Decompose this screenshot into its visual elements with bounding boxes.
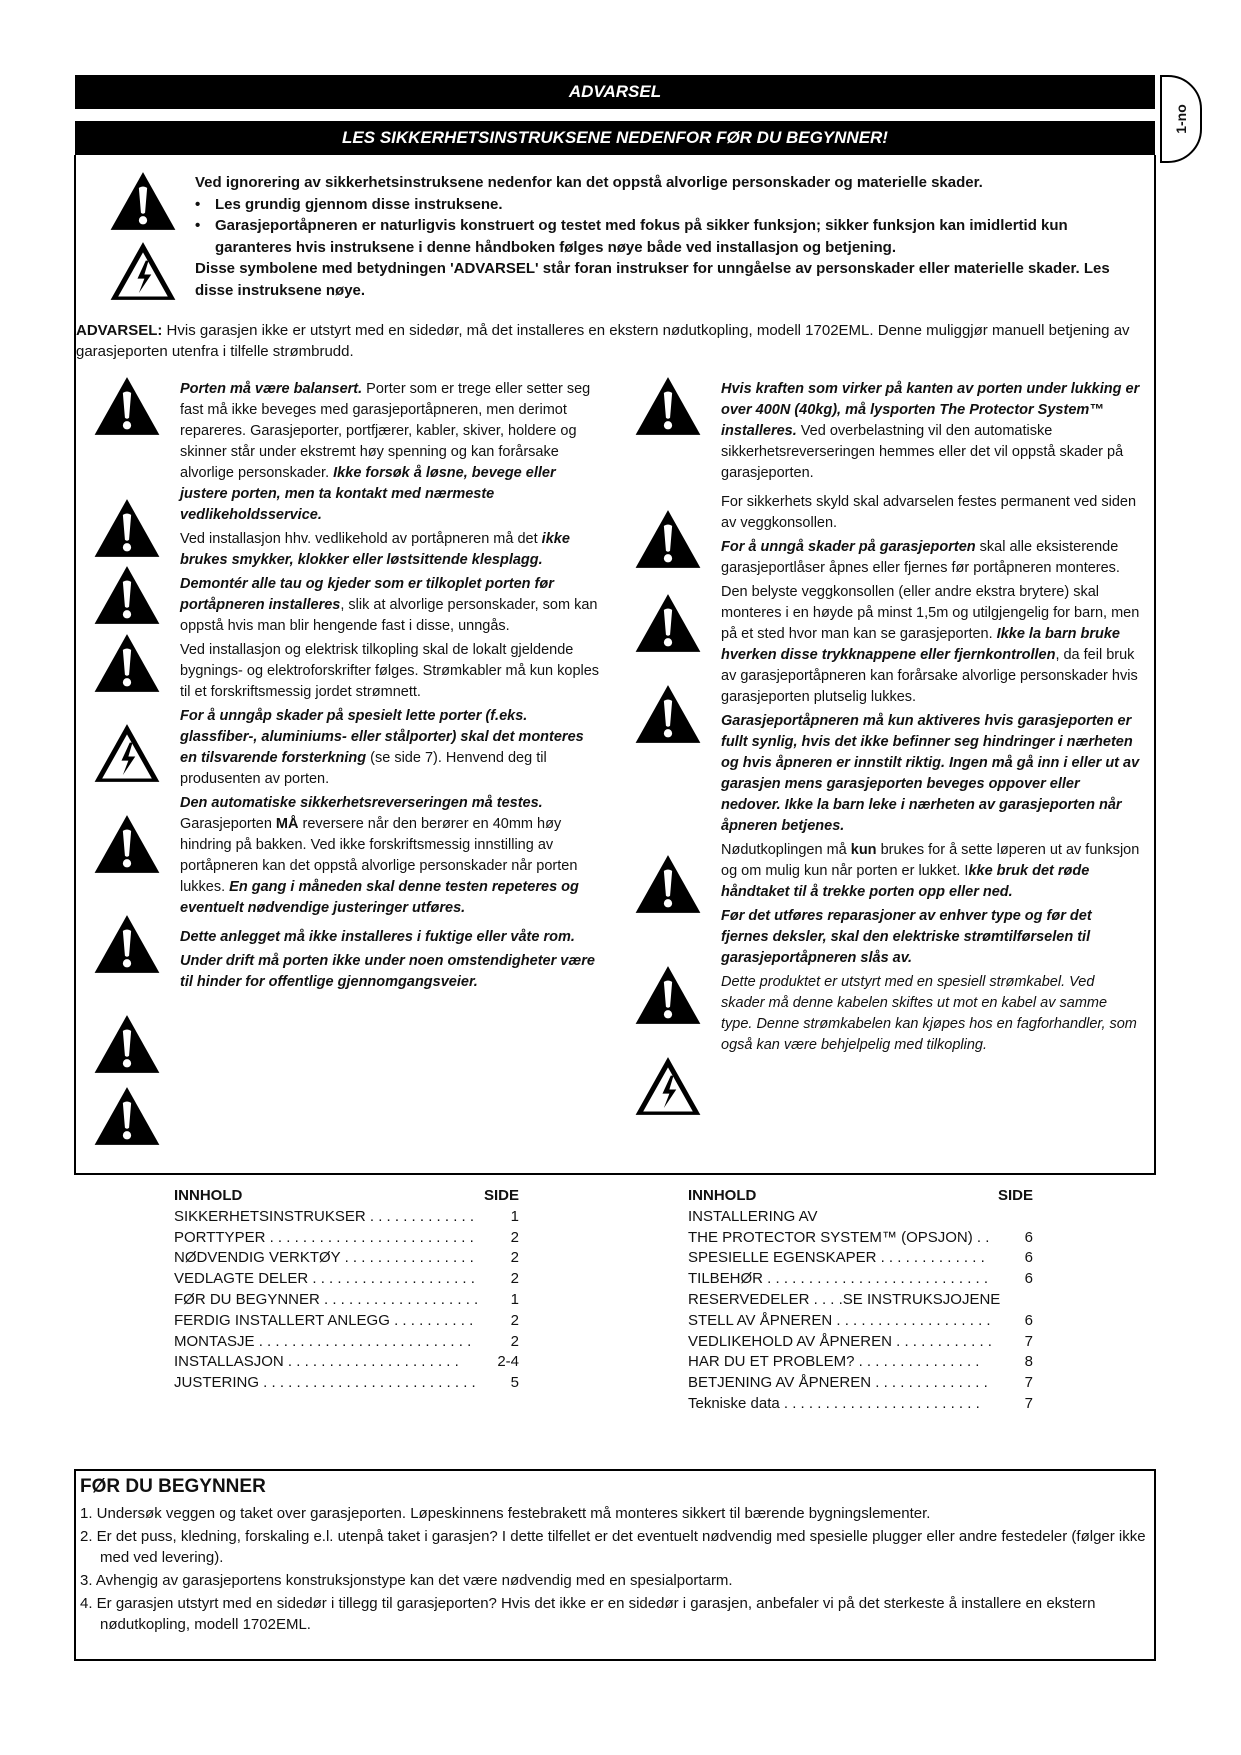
notice-text: Hvis garasjen ikke er utstyrt med en sidedør, må det installeres en ekstern nødutkopling, modell 1702EML. Denne muliggjør manuell betjening av garasjeporten utenfra i tilfelle strømbrudd. (76, 322, 1130, 360)
paragraph: For å unngå skader på garasjeporten skal alle eksisterende garasjeportlåser åpnes eller fjernes før portåpneren monteres. (721, 539, 1120, 576)
toc-row: VEDLAGTE DELER . . . . . . . . . . . . . . . . . . . . 2 (174, 1270, 519, 1288)
warning-icon (92, 813, 162, 875)
paragraph: Dette anlegget må ikke installeres i fuktige eller våte rom. (180, 929, 575, 945)
toc-row: NØDVENDIG VERKTØY . . . . . . . . . . . . . . . . 2 (174, 1249, 519, 1267)
warning-subtitle-bar (75, 121, 1155, 155)
toc-row: HAR DU ET PROBLEM? . . . . . . . . . . . . . . . 8 (688, 1353, 1033, 1371)
warning-icon (92, 1085, 162, 1147)
toc-row: VEDLIKEHOLD AV ÅPNEREN . . . . . . . . . . . . 7 (688, 1332, 1033, 1350)
warning-icon (633, 853, 703, 915)
toc-row: MONTASJE . . . . . . . . . . . . . . . . . . . . . . . . . . 2 (174, 1332, 519, 1350)
toc-row: BETJENING AV ÅPNEREN . . . . . . . . . . . . . . 7 (688, 1374, 1033, 1392)
toc-row: JUSTERING . . . . . . . . . . . . . . . . . . . . . . . . . . 5 (174, 1374, 519, 1392)
toc-row: THE PROTECTOR SYSTEM™ (OPSJON) . . 6 (688, 1228, 1033, 1246)
warning-icon (633, 964, 703, 1026)
paragraph: Porten må være balansert. Porter som er trege eller setter seg fast må ikke beveges med garasjeportåpneren, men derimot repareres. Garasjeporter, portfjærer, kabler, skiver, holdere og skinner står under ekstremt høy spenning og kan forårsake alvorlige personskader. Ikke forsøk å løsne, bevege eller justere porten, men ta kontakt med nærmeste vedlikeholdsservice. (180, 381, 591, 523)
list-item: 3. Avhengig av garasjeportens konstruksjonstype kan det være nødvendig med en spesialportarm. (80, 1572, 733, 1589)
warning-title: ADVARSEL (568, 82, 662, 101)
before-you-begin-box (74, 1469, 1156, 1661)
warning-icon (633, 592, 703, 654)
warning-subtitle: LES SIKKERHETSINSTRUKSENE NEDENFOR FØR DU BEGYNNER! (342, 128, 888, 147)
notice-paragraph (76, 320, 1156, 362)
toc-row: TILBEHØR . . . . . . . . . . . . . . . . . . . . . . . . . . . 6 (688, 1270, 1033, 1288)
section-title: FØR DU BEGYNNER (80, 1476, 266, 1497)
paragraph: Den belyste veggkonsollen (eller andre ekstra brytere) skal monteres i en høyde på minst 1,5m og utilgjengelig for barn, men på et sted hvor man kan se garasjeporten. Ikke la barn bruke hverken disse trykknappene eller fjernkontrollen, da feil bruk av garasjeportåpneren kan forårsake alvorlige personskader hvis garasjeporten plutselig lukkes. (721, 584, 1140, 705)
warning-icon (92, 913, 162, 975)
warning-icon (92, 564, 162, 626)
toc-header: INNHOLD SIDE (174, 1187, 519, 1204)
warning-icon (92, 1013, 162, 1075)
paragraph: Før det utføres reparasjoner av enhver type og før det fjernes deksler, skal den elektriske strømtilførselen til garasjeportåpneren slås av. (721, 908, 1092, 966)
warning-icon (633, 375, 703, 437)
electric-shock-icon (108, 240, 178, 302)
toc-row: Tekniske data . . . . . . . . . . . . . . . . . . . . . . . . 7 (688, 1394, 1033, 1412)
warning-icon (92, 375, 162, 437)
paragraph: Nødutkoplingen må kun brukes for å sette løperen ut av funksjon og om mulig kun når porten er lukket. Ikke bruk det røde håndtaket til å trekke porten opp eller ned. (721, 842, 1140, 900)
right-column (721, 379, 1141, 1059)
steps-list (80, 1503, 1150, 1635)
page-number: 1-no (1173, 104, 1189, 134)
list-item: 4. Er garasjen utstyrt med en sidedør i tillegg til garasjeporten? Hvis det ikke er en sidedør i garasjen, anbefaler vi på det sterkeste å installere en ekstern nødutkopling, modell 1702EML. (80, 1595, 1096, 1633)
left-column (180, 379, 600, 996)
warning-icon (92, 497, 162, 559)
notice-label: ADVARSEL: (76, 322, 163, 339)
warning-icon (92, 632, 162, 694)
warning-icon (633, 683, 703, 745)
intro-line: Disse symbolene med betydningen 'ADVARSEL' står foran instrukser for unngåelse av personskader eller materielle skader. Les disse instruksene nøye. (195, 260, 1110, 299)
paragraph: For sikkerhets skyld skal advarselen festes permanent ved siden av veggkonsollen. (721, 494, 1137, 531)
intro-bullet: • Les grundig gjennom disse instruksene. (215, 194, 1145, 216)
toc-row: INSTALLASJON . . . . . . . . . . . . . . . . . . . . . 2-4 (174, 1353, 519, 1371)
toc-header: INNHOLD SIDE (688, 1187, 1033, 1204)
toc-row: RESERVEDELER . . . .SE INSTRUKSJOJENE (688, 1290, 1001, 1308)
warning-icon (108, 170, 178, 232)
toc-row: FERDIG INSTALLERT ANLEGG . . . . . . . . . . 2 (174, 1311, 519, 1329)
warning-title-bar (75, 75, 1155, 109)
paragraph: Under drift må porten ikke under noen omstendigheter være til hinder for offentlige gjennomgangsveier. (180, 953, 595, 990)
intro-bullet: • Garasjeportåpneren er naturligvis konstruert og testet med fokus på sikker funksjon; sikker funksjon kan imidlertid kun garanteres hvis instruksene i denne håndboken følges nøye både ved installasjon og betjening. (215, 215, 1145, 258)
toc-row: FØR DU BEGYNNER . . . . . . . . . . . . . . . . . . . 1 (174, 1290, 519, 1308)
toc-row: PORTTYPER . . . . . . . . . . . . . . . . . . . . . . . . . 2 (174, 1228, 519, 1246)
intro-text (195, 172, 1145, 301)
toc-row: STELL AV ÅPNEREN . . . . . . . . . . . . . . . . . . . 6 (688, 1311, 1033, 1329)
toc-row: SIKKERHETSINSTRUKSER . . . . . . . . . . . . . 1 (174, 1207, 519, 1225)
paragraph: Hvis kraften som virker på kanten av porten under lukking er over 400N (40kg), må lysporten The Protector System™ installeres. Ved overbelastning vil den automatiske sikkerhetsreverseringen hemmes eller det vil oppstå skader på garasjeporten. (721, 381, 1140, 481)
table-of-contents-left (174, 1186, 519, 1394)
paragraph: Ved installasjon hhv. vedlikehold av portåpneren må det ikke brukes smykker, klokker eller løstsittende klesplagg. (180, 531, 570, 568)
toc-row: SPESIELLE EGENSKAPER . . . . . . . . . . . . . 6 (688, 1249, 1033, 1267)
list-item: 1. Undersøk veggen og taket over garasjeporten. Løpeskinnens festebrakett må monteres sikkert til bærende bygningslementer. (80, 1505, 931, 1522)
page-tab (1160, 75, 1202, 163)
paragraph: Dette produktet er utstyrt med en spesiell strømkabel. Ved skader må denne kabelen skiftes ut mot en kabel av samme type. Denne strømkabelen kan kjøpes hos en fagforhandler, som også kan være behjelpelig med tilkopling. (721, 974, 1137, 1053)
paragraph: For å unngåp skader på spesielt lette porter (f.eks. glassfiber-, aluminiums- eller stålporter) skal det monteres en tilsvarende forsterkning (se side 7). Henvend deg til produsenten av porten. (180, 708, 584, 787)
warning-icon (633, 508, 703, 570)
paragraph: Ved installasjon og elektrisk tilkopling skal de lokalt gjeldende bygnings- og elektroforskrifter følges. Strømkabler må kun koples til et forskriftsmessig jordet strømnett. (180, 642, 600, 700)
toc-row: INSTALLERING AV (688, 1207, 818, 1225)
electric-shock-icon (633, 1055, 703, 1117)
intro-line: Ved ignorering av sikkerhetsinstruksene nedenfor kan det oppstå alvorlige personskader og materielle skader. (195, 174, 983, 191)
paragraph: Demontér alle tau og kjeder som er tilkoplet porten før portåpneren installeres, slik at alvorlige personskader, som kan oppstå hvis man blir hengende fast i disse, unngås. (180, 576, 598, 634)
electric-shock-icon (92, 722, 162, 784)
paragraph: Garasjeportåpneren må kun aktiveres hvis garasjeporten er fullt synlig, hvis det ikke befinner seg hindringer i nærheten og hvis åpneren er innstilt riktig. Ingen må gå inn i eller ut av garasjen mens garasjeporten beveges oppover eller nedover. Ikke la barn leke i nærheten av garasjeporten når åpneren betjenes. (721, 713, 1140, 834)
list-item: 2. Er det puss, kledning, forskaling e.l. utenpå taket i garasjen? I dette tilfellet er det eventuelt nødvendig med spesielle plugger eller andre festedeler (følger ikke med ved levering). (80, 1528, 1146, 1566)
table-of-contents-right (688, 1186, 1033, 1415)
paragraph: Den automatiske sikkerhetsreverseringen må testes. Garasjeporten MÅ reversere når den berører en 40mm høy hindring på bakken. Ved ikke forskriftsmessig innstilling av portåpneren kan det oppstå alvorlige personskader når porten lukkes. En gang i måneden skal denne testen repeteres og eventuelt nødvendige justeringer utføres. (180, 795, 579, 916)
